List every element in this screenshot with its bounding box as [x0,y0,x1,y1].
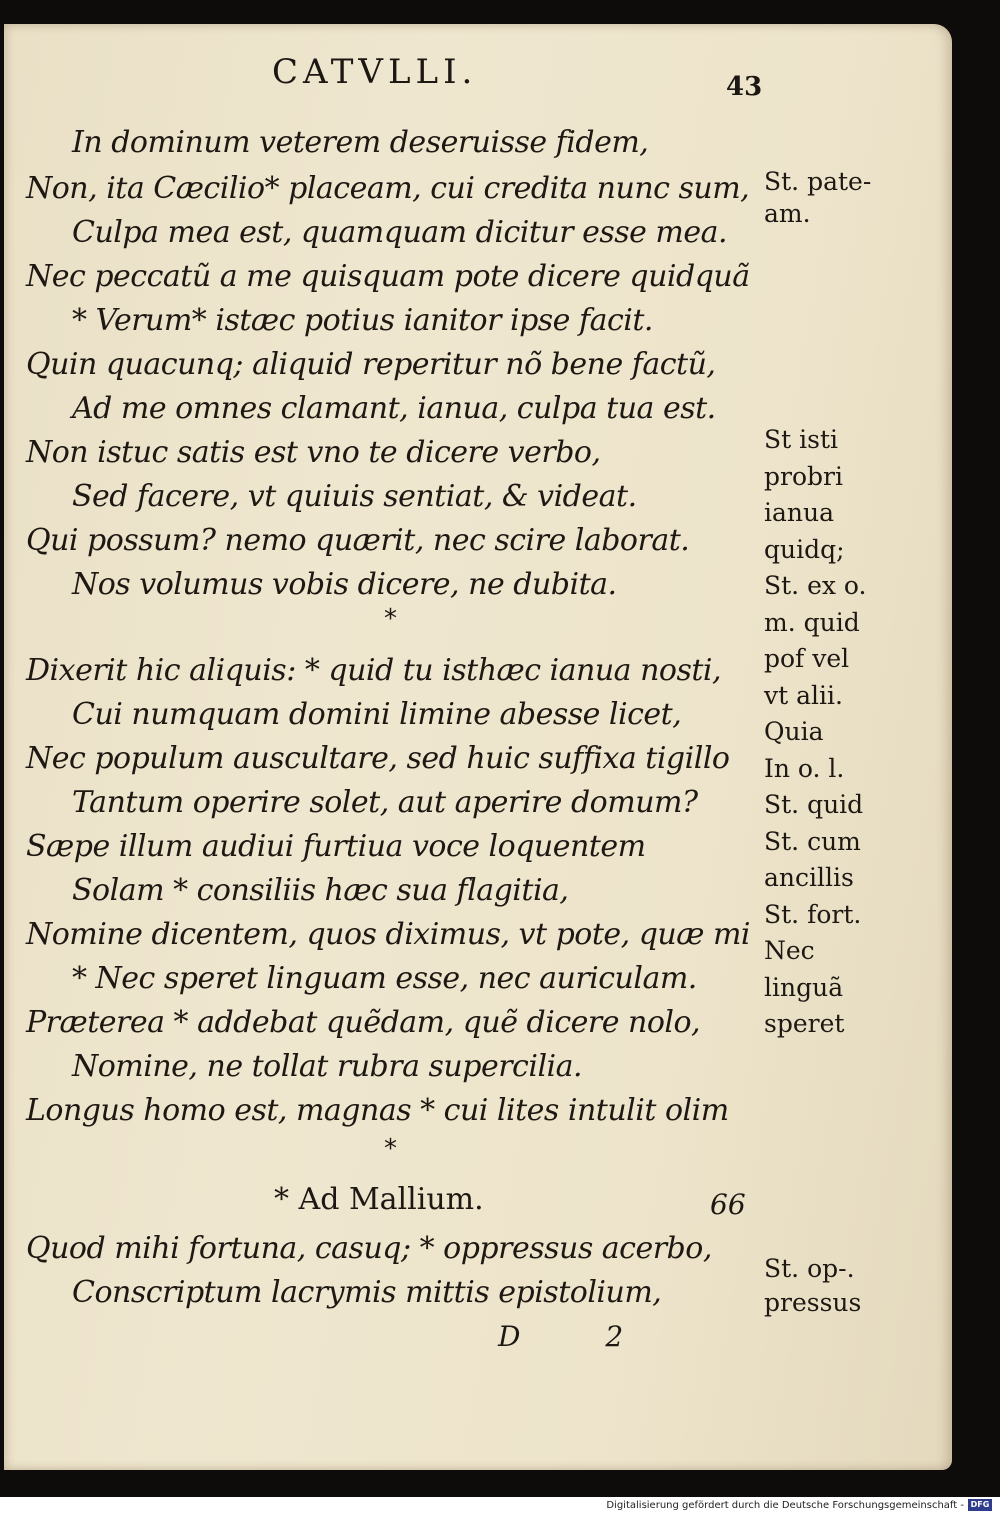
verse-line: Nomine dicentem, quos diximus, vt pote, quæ mi [26,917,751,952]
margin-note-line: vt alii. [764,680,843,710]
verse-line: * Nec speret linguam esse, nec auriculam. [72,961,697,996]
verse-line: Nec peccatũ a me quisquam pote dicere quidquã [26,259,750,294]
margin-note-line: linguã [764,972,844,1002]
margin-note-line: probri [764,461,843,491]
margin-note-line: St. op-. [764,1254,855,1283]
margin-note-line: pof vel [764,644,850,673]
margin-note-line: St. quid [764,790,864,819]
margin-note [764,166,871,230]
verse-line: In dominum veterem deseruisse fidem, [72,125,649,160]
verse-line: Cui numquam domini limine abesse licet, [72,697,682,732]
page-number: 43 [726,72,763,102]
margin-note-line: am. [764,199,811,228]
margin-note-line: St. fort. [764,899,862,929]
verse-line: Conscriptum lacrymis mittis epistolium, [72,1275,662,1310]
verse-line: Solam * consiliis hæc sua flagitia, [72,873,569,908]
verse-line: * Verum* istæc potius ianitor ipse facit. [72,303,653,338]
dfg-logo: DFG [968,1499,992,1511]
verse-line: Nos volumus vobis dicere, ne dubita. [72,567,617,602]
margin-note [764,422,866,1043]
running-head-title: CATVLLI. [272,52,478,92]
margin-note-line: pressus [764,1288,862,1317]
margin-note-line: ancillis [764,863,854,892]
margin-note-line: St. pate- [764,167,872,196]
verse-line: Præterea * addebat quẽdam, quẽ dicere nolo, [26,1005,701,1040]
verse-line: Tantum operire solet, aut aperire domum? [72,785,698,820]
verse-line: Sæpe illum audiui furtiua voce loquentem [26,829,646,864]
verse-line: Culpa mea est, quamquam dicitur esse mea. [72,215,728,250]
margin-note-line: ianua [764,498,835,527]
margin-note-line: Quia [764,717,824,746]
margin-note-line: St isti [764,425,838,454]
star-separator: * [384,604,397,634]
margin-note-line: Nec [764,936,815,965]
verse-line: Quod mihi fortuna, casuq; * oppressus acerbo, [26,1231,712,1266]
margin-note-line: In o. l. [764,753,845,783]
verse-line: Longus homo est, magnas * cui lites intulit olim [26,1093,729,1128]
margin-note-line: speret [764,1009,845,1038]
star-separator: * [384,1134,397,1164]
margin-note-line: St. ex o. [764,571,867,600]
verse-line: Non, ita Cæcilio* placeam, cui credita nunc sum, [26,171,750,206]
margin-note-line: quidq; [764,534,845,564]
verse-line: Nomine, ne tollat rubra supercilia. [72,1049,583,1084]
margin-note-line: St. cum [764,826,861,856]
margin-note-line: m. quid [764,607,860,637]
verse-line: Nec populum auscultare, sed huic suffixa tigillo [26,741,730,776]
signature-mark: D 2 [498,1320,662,1353]
section-heading: * Ad Mallium. [274,1182,484,1217]
verse-line: Dixerit hic aliquis: * quid tu isthæc ianua nosti, [26,653,722,688]
section-number: 66 [710,1188,746,1221]
margin-note [764,1252,861,1320]
book-page [4,24,952,1470]
verse-line: Ad me omnes clamant, ianua, culpa tua est. [72,391,716,426]
verse-line: Qui possum? nemo quærit, nec scire laborat. [26,523,690,558]
verse-line: Sed facere, vt quiuis sentiat, & videat. [72,479,637,514]
verse-line: Non istuc satis est vno te dicere verbo, [26,435,601,470]
verse-line: Quin quacunq; aliquid reperitur nõ bene factũ, [26,347,716,382]
digitization-credit: Digitalisierung gefördert durch die Deutsche Forschungsgemeinschaft - [606,1500,964,1511]
